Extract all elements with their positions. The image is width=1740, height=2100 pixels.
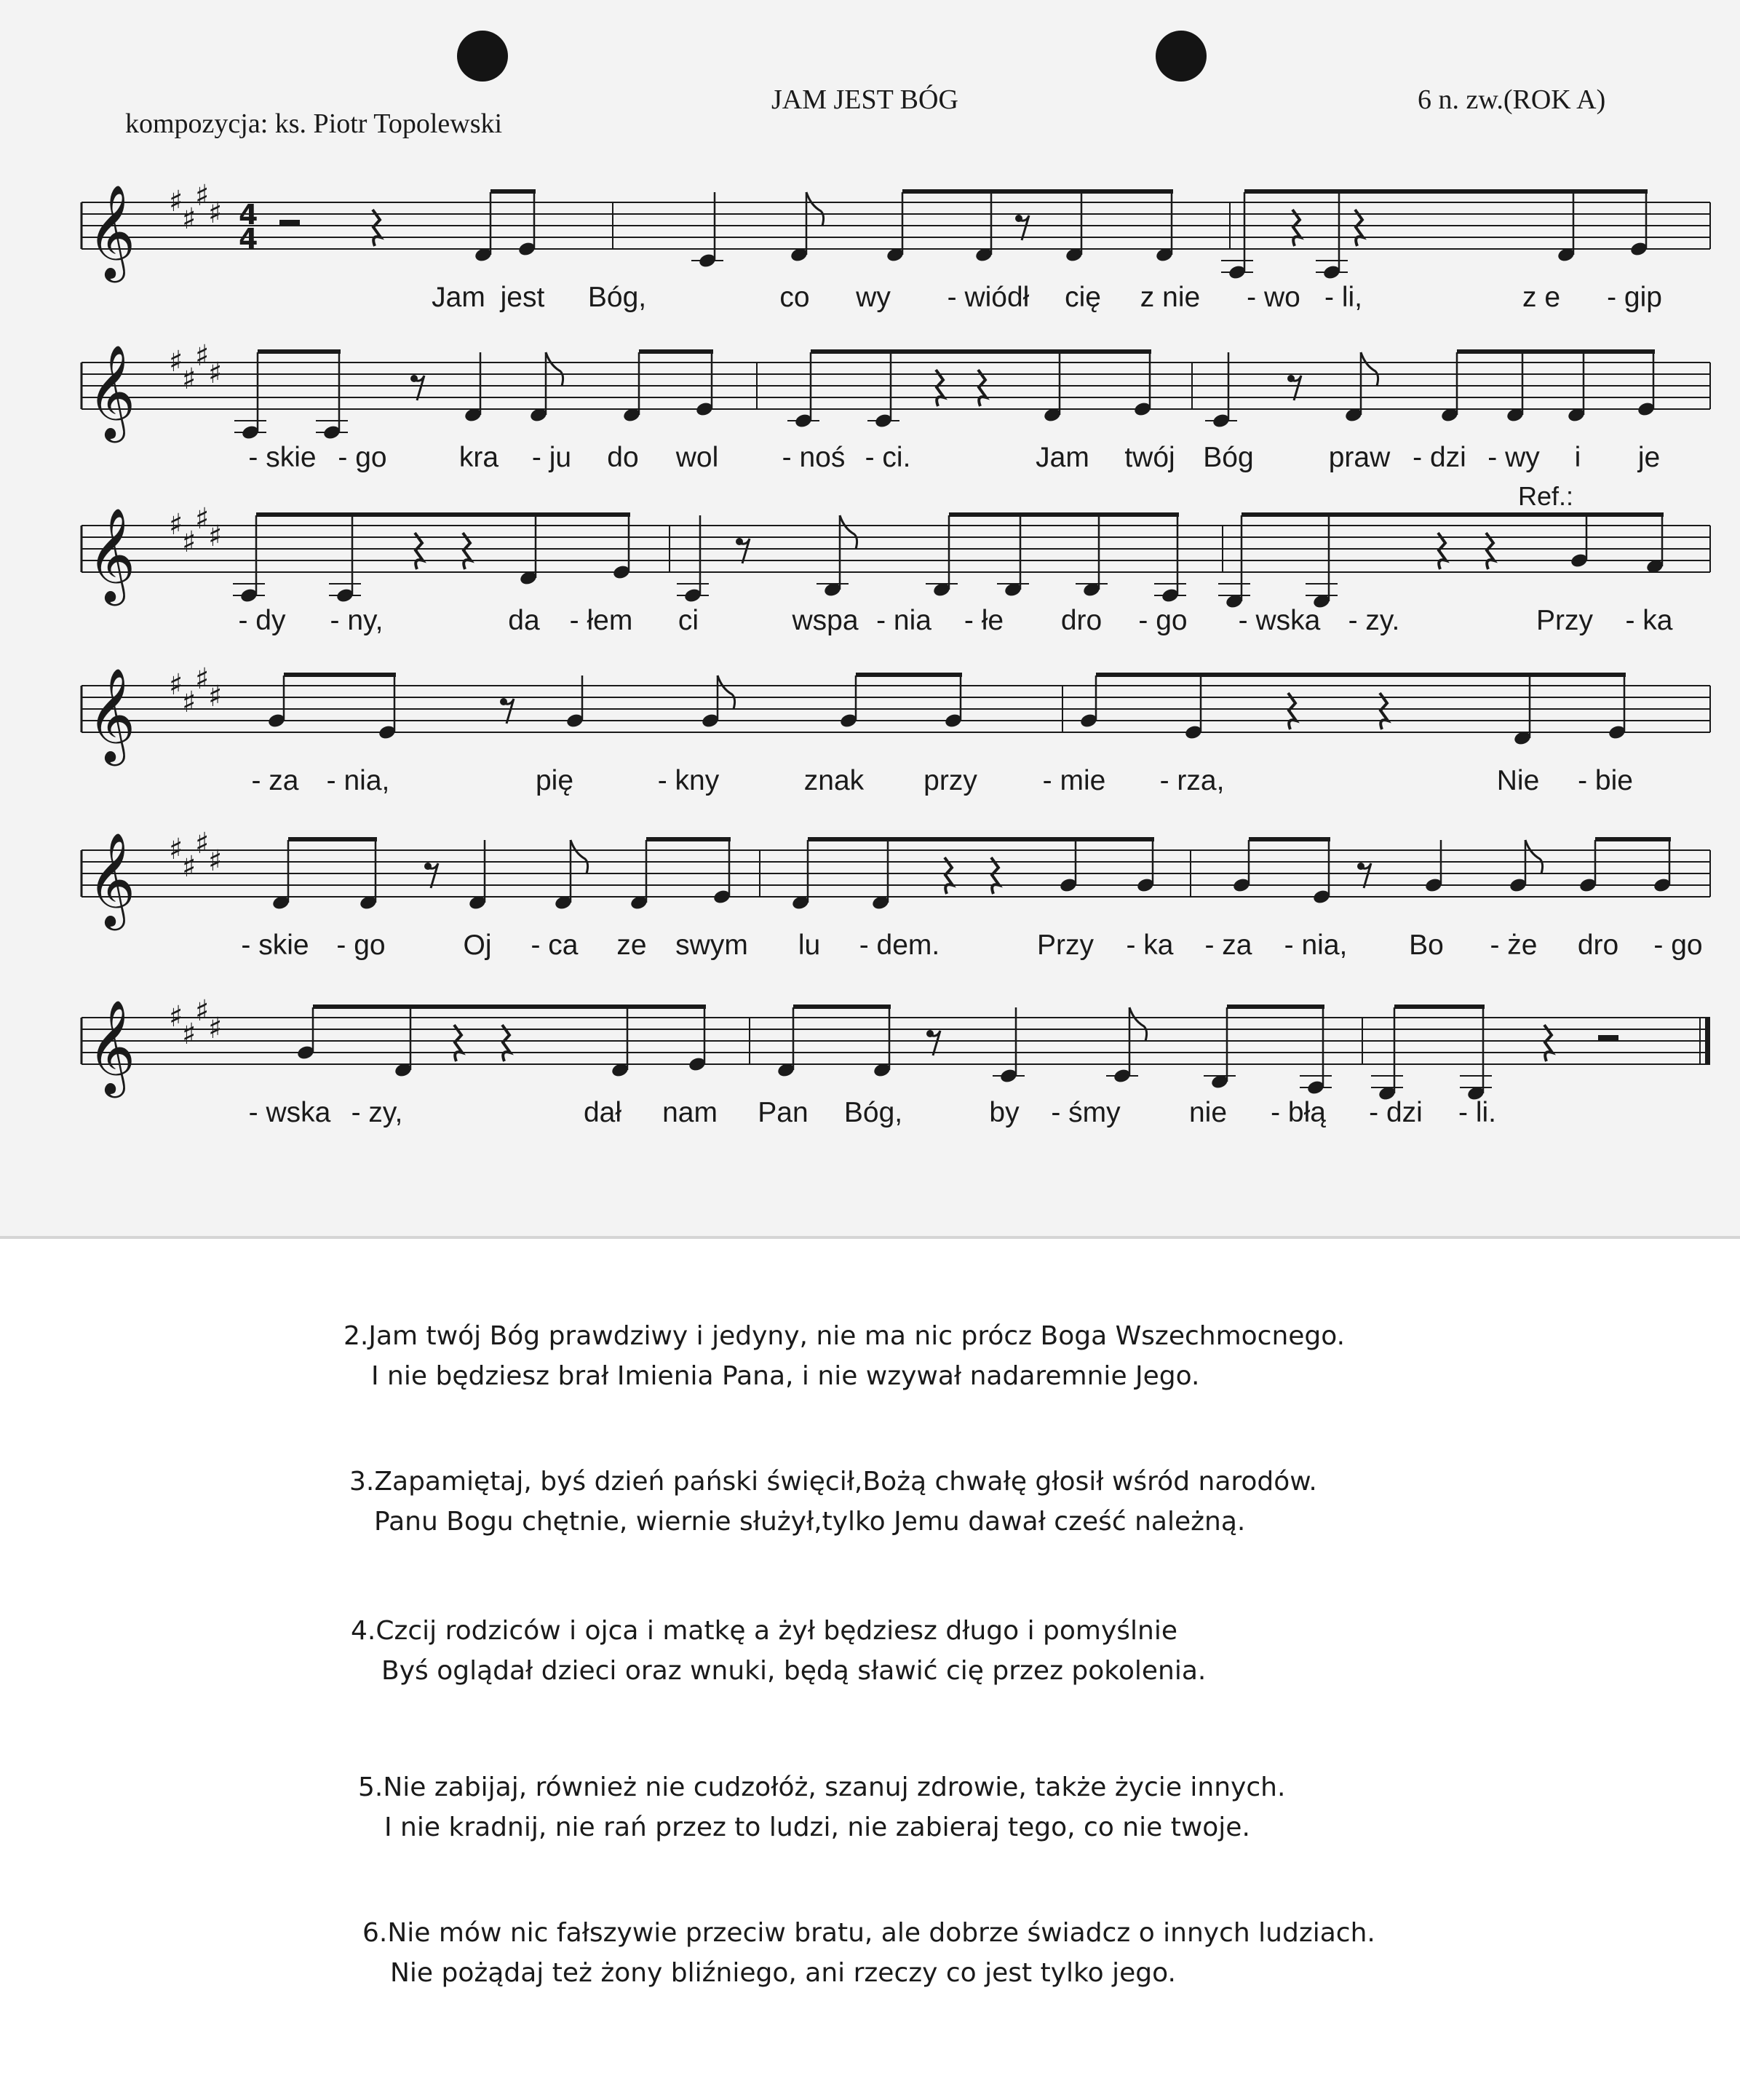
lyric-syllable: - łe xyxy=(964,605,1004,636)
quarter-rest xyxy=(1438,533,1446,569)
key-sharp-icon: ♯ xyxy=(208,197,223,230)
quarter-rest xyxy=(1355,210,1363,246)
lyric-syllable: nie xyxy=(1188,1097,1228,1128)
key-sharp-icon: ♯ xyxy=(195,994,210,1028)
lyric-syllable: - dy xyxy=(238,605,286,636)
refrain-marker: Ref.: xyxy=(1518,481,1574,511)
note-beam xyxy=(793,1005,891,1009)
stanza-4 xyxy=(351,1616,1206,1696)
key-sharp-icon: ♯ xyxy=(195,179,210,213)
quarter-rest xyxy=(1486,533,1494,569)
note-flag xyxy=(1361,352,1378,386)
lyric-syllable: - zy, xyxy=(351,1097,403,1128)
note-beam xyxy=(808,837,1154,841)
lyric-syllable: - ca xyxy=(531,930,579,961)
quarter-rest xyxy=(991,857,999,894)
key-sharp-icon: ♯ xyxy=(182,850,196,884)
lyric-syllable: - nia, xyxy=(1284,930,1348,961)
lyric-syllable: - ka xyxy=(1625,605,1673,636)
key-sharp-icon: ♯ xyxy=(182,1018,196,1051)
treble-clef-icon: 𝄞 xyxy=(87,832,136,927)
final-barline xyxy=(1705,1018,1710,1064)
composer-credit: kompozycja: ks. Piotr Topolewski xyxy=(125,108,503,139)
note-beam xyxy=(639,349,713,354)
key-sharp-icon: ♯ xyxy=(208,680,223,713)
quarter-rest xyxy=(1288,693,1296,729)
lyric-syllable: Jam xyxy=(432,282,485,313)
quarter-rest xyxy=(936,370,944,406)
key-sharp-icon: ♯ xyxy=(169,345,183,379)
lyric-syllable: - ny, xyxy=(330,605,384,636)
lyric-syllable: - go xyxy=(336,930,386,961)
quarter-rest xyxy=(373,210,381,246)
key-sharp-icon: ♯ xyxy=(169,833,183,866)
note-beam xyxy=(1242,512,1664,517)
lyric-syllable: przy xyxy=(923,765,977,796)
note-flag xyxy=(571,840,588,873)
lyric-syllable: - li. xyxy=(1458,1097,1496,1128)
lyric-syllable: - noś xyxy=(782,442,846,473)
quarter-rest xyxy=(415,533,423,569)
quarter-rest xyxy=(454,1025,462,1061)
stanza-line: 4.Czcij rodziców i ojca i matkę a żył będziesz długo i pomyślnie xyxy=(351,1616,1178,1646)
treble-clef-icon: 𝄞 xyxy=(87,667,136,762)
key-sharp-icon: ♯ xyxy=(182,526,196,559)
stanza-5 xyxy=(358,1772,1285,1853)
lyric-syllable: - błą xyxy=(1271,1097,1326,1128)
lyric-syllable: Jam xyxy=(1036,442,1089,473)
lyric-syllable: znak xyxy=(803,765,865,796)
note-beam xyxy=(1249,837,1330,841)
note-beam xyxy=(1595,837,1671,841)
lyric-syllable: Bóg xyxy=(1203,442,1254,473)
treble-clef-icon: 𝄞 xyxy=(87,999,136,1094)
note-beam xyxy=(313,1005,706,1009)
liturgical-occasion: 6 n. zw.(ROK A) xyxy=(1418,84,1606,115)
key-sharp-icon: ♯ xyxy=(195,339,210,373)
lyric-syllable: - za xyxy=(1204,930,1252,961)
lyric-syllable: da xyxy=(508,605,540,636)
lyric-syllable: - zy. xyxy=(1348,605,1400,636)
key-sharp-icon: ♯ xyxy=(182,202,196,236)
lyric-syllable: z e xyxy=(1522,282,1561,313)
treble-clef-icon: 𝄞 xyxy=(87,344,136,439)
lyric-syllable: - dem. xyxy=(859,930,940,961)
key-sharp-icon: ♯ xyxy=(208,1012,223,1045)
lyric-syllable: - go xyxy=(1138,605,1188,636)
lyric-syllable: - ju xyxy=(531,442,572,473)
lyric-syllable: - go xyxy=(338,442,387,473)
quarter-rest xyxy=(978,370,986,406)
key-sharp-icon: ♯ xyxy=(182,686,196,719)
lyric-syllable: Bóg, xyxy=(843,1097,903,1128)
note-flag xyxy=(840,515,857,549)
key-sharp-icon: ♯ xyxy=(208,844,223,878)
lyric-syllable: ci xyxy=(678,605,699,636)
lyric-syllable: nam xyxy=(662,1097,718,1128)
quarter-rest xyxy=(1544,1025,1552,1061)
lyric-syllable: wol xyxy=(675,442,719,473)
lyric-syllable: je xyxy=(1637,442,1661,473)
quarter-rest xyxy=(463,533,471,569)
lyric-syllable: - wo xyxy=(1247,282,1300,313)
stanza-line: 6.Nie mów nic fałszywie przeciw bratu, ale dobrze świadcz o innych ludziach. xyxy=(362,1918,1375,1948)
quarter-rest xyxy=(945,857,953,894)
lyric-syllable: - ka xyxy=(1126,930,1174,961)
lyric-syllable: Pan xyxy=(758,1097,809,1128)
lyric-syllable: - dzi xyxy=(1413,442,1466,473)
key-sharp-icon: ♯ xyxy=(195,502,210,536)
lyric-syllable: co xyxy=(779,282,810,313)
lyric-syllable: wspa xyxy=(792,605,859,636)
lyric-syllable: - go xyxy=(1653,930,1703,961)
stanza-3 xyxy=(349,1467,1317,1547)
key-sharp-icon: ♯ xyxy=(182,362,196,396)
note-beam xyxy=(949,512,1179,517)
stanza-line: I nie kradnij, nie rań przez to ludzi, nie zabieraj tego, co nie twoje. xyxy=(384,1812,1250,1842)
lyric-syllable: - ci. xyxy=(865,442,911,473)
key-sharp-icon: ♯ xyxy=(208,520,223,553)
lyric-syllable: lu xyxy=(798,930,821,961)
lyric-syllable: Bóg, xyxy=(587,282,647,313)
lyric-syllable: z nie xyxy=(1140,282,1201,313)
lyric-syllable: - wska xyxy=(1238,605,1321,636)
stanza-2 xyxy=(343,1321,1345,1401)
stanza-line: Panu Bogu chętnie, wiernie służył,tylko Jemu dawał cześć należną. xyxy=(374,1507,1246,1537)
time-signature-bottom: 4 xyxy=(239,223,258,255)
lyric-syllable: dał xyxy=(583,1097,622,1128)
time-signature-top: 4 xyxy=(239,199,258,231)
lyric-syllable: - skie xyxy=(241,930,309,961)
note-beam xyxy=(256,512,630,517)
quarter-rest xyxy=(1380,693,1388,729)
lyric-syllable: pię xyxy=(535,765,574,796)
lyric-syllable: - łem xyxy=(569,605,633,636)
lyric-syllable: swym xyxy=(675,930,748,961)
lyric-syllable: Oj xyxy=(463,930,492,961)
note-beam xyxy=(1457,349,1655,354)
lyric-syllable: dro xyxy=(1060,605,1103,636)
note-flag xyxy=(1525,840,1543,873)
note-flag xyxy=(1129,1007,1147,1041)
lyric-syllable: - nia, xyxy=(326,765,390,796)
stanza-line: 5.Nie zabijaj, również nie cudzołóż, szanuj zdrowie, także życie innych. xyxy=(358,1772,1286,1802)
lyric-syllable: Przy xyxy=(1037,930,1094,961)
key-sharp-icon: ♯ xyxy=(169,668,183,702)
note-beam xyxy=(288,837,377,841)
lyric-syllable: dro xyxy=(1577,930,1619,961)
page-fold xyxy=(0,1236,1740,1239)
note-beam xyxy=(646,837,731,841)
lyric-syllable: - gip xyxy=(1607,282,1662,313)
lyric-syllable: Przy xyxy=(1536,605,1593,636)
lyric-syllable: - mie xyxy=(1042,765,1106,796)
lyric-syllable: wy xyxy=(856,282,891,313)
lyric-syllable: cię xyxy=(1065,282,1101,313)
lyric-syllable: - śmy xyxy=(1051,1097,1121,1128)
lyric-syllable: - nia xyxy=(876,605,931,636)
key-sharp-icon: ♯ xyxy=(169,1000,183,1034)
key-sharp-icon: ♯ xyxy=(195,662,210,696)
half-rest xyxy=(1598,1035,1618,1041)
song-title: JAM JEST BÓG xyxy=(771,84,958,115)
lyric-syllable: - bie xyxy=(1578,765,1633,796)
lyric-syllable: - wiódł xyxy=(947,282,1030,313)
lyric-syllable: - li, xyxy=(1324,282,1362,313)
quarter-rest xyxy=(1292,210,1300,246)
lyric-syllable: praw xyxy=(1328,442,1391,473)
stanza-6 xyxy=(362,1918,1375,1998)
note-beam xyxy=(1227,1005,1324,1009)
lyric-syllable: - dzi xyxy=(1369,1097,1423,1128)
stanza-line: I nie będziesz brał Imienia Pana, i nie wzywał nadaremnie Jego. xyxy=(371,1361,1200,1391)
lyric-syllable: - rza, xyxy=(1159,765,1225,796)
note-beam xyxy=(258,349,341,354)
key-sharp-icon: ♯ xyxy=(169,508,183,542)
lyric-syllable: - za xyxy=(251,765,299,796)
note-beam xyxy=(490,189,536,194)
note-beam xyxy=(811,349,1151,354)
note-beam xyxy=(284,673,396,677)
note-flag xyxy=(546,352,563,386)
lyric-syllable: - wy xyxy=(1487,442,1540,473)
stanza-line: Nie pożądaj też żony bliźniego, ani rzeczy co jest tylko jego. xyxy=(390,1958,1176,1988)
lyric-syllable: twój xyxy=(1124,442,1175,473)
lyric-syllable: Bo xyxy=(1409,930,1444,961)
key-sharp-icon: ♯ xyxy=(195,827,210,860)
note-beam xyxy=(1244,189,1648,194)
lyric-syllable: jest xyxy=(500,282,545,313)
note-beam xyxy=(902,189,1173,194)
note-beam xyxy=(856,673,962,677)
note-flag xyxy=(718,675,735,709)
lyric-syllable: kra xyxy=(458,442,499,473)
stanza-line: 2.Jam twój Bóg prawdziwy i jedyny, nie ma nic prócz Boga Wszechmocnego. xyxy=(343,1321,1346,1351)
stanza-line: 3.Zapamiętaj, byś dzień pański święcił,Bożą chwałę głosił wśród narodów. xyxy=(349,1467,1317,1497)
lyric-syllable: - wska xyxy=(248,1097,331,1128)
note-beam xyxy=(1394,1005,1485,1009)
key-sharp-icon: ♯ xyxy=(208,357,223,390)
lyric-syllable: by xyxy=(989,1097,1020,1128)
lyric-syllable: - kny xyxy=(657,765,720,796)
treble-clef-icon: 𝄞 xyxy=(87,507,136,602)
quarter-rest xyxy=(502,1025,510,1061)
note-beam xyxy=(1096,673,1626,677)
lyric-syllable: - że xyxy=(1490,930,1538,961)
lyric-syllable: - skie xyxy=(248,442,317,473)
half-rest xyxy=(279,220,300,226)
lyric-syllable: do xyxy=(607,442,639,473)
stanza-line: Byś oglądał dzieci oraz wnuki, będą sławić cię przez pokolenia. xyxy=(381,1656,1207,1686)
lyric-syllable: Nie xyxy=(1496,765,1540,796)
treble-clef-icon: 𝄞 xyxy=(87,184,136,279)
lyric-syllable: i xyxy=(1574,442,1581,473)
key-sharp-icon: ♯ xyxy=(169,185,183,218)
note-flag xyxy=(806,192,824,226)
lyric-syllable: ze xyxy=(616,930,647,961)
